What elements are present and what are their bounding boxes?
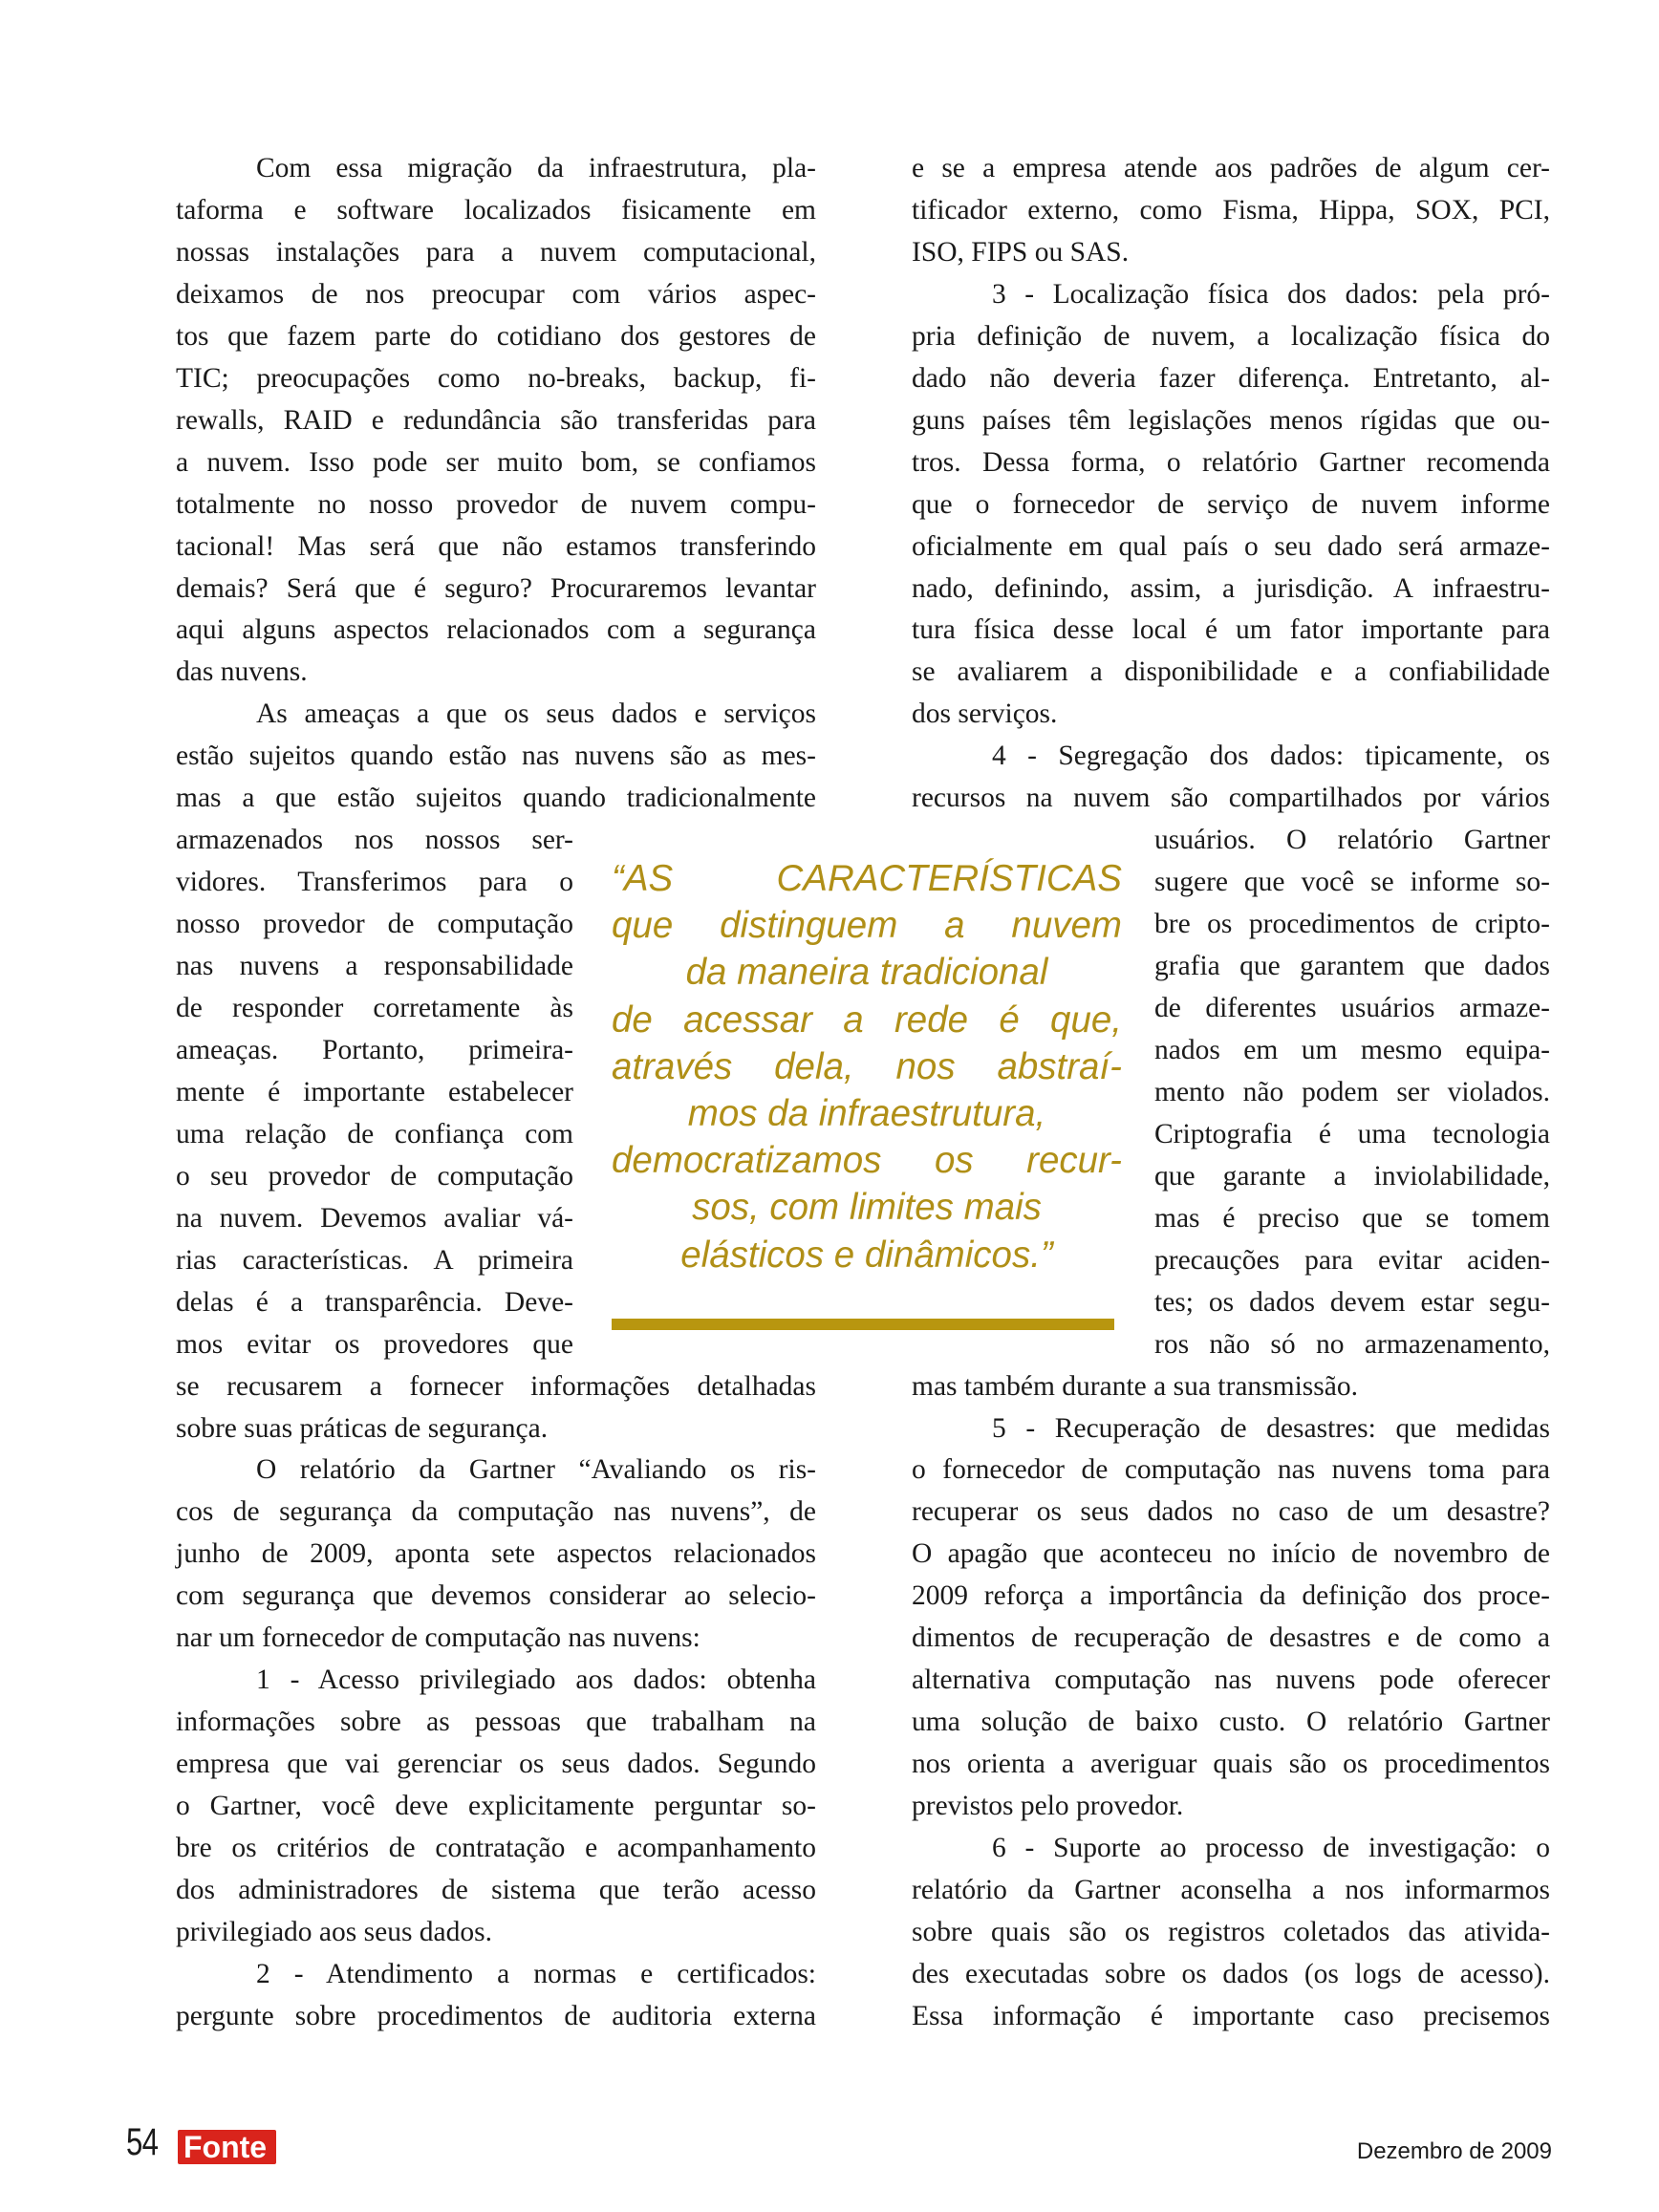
text-line: deixamos de nos preocupar com vários aspec- <box>176 278 816 310</box>
text-line: 3 - Localização física dos dados: pela pró- <box>992 278 1550 310</box>
text-line: O apagão que aconteceu no início de novembro de <box>912 1538 1550 1570</box>
text-line: a nuvem. Isso pode ser muito bom, se confiamos <box>176 446 816 478</box>
page-number: 54 <box>126 2121 159 2163</box>
text-line: pria definição de nuvem, a localização física do <box>912 320 1550 352</box>
text-line: dos administradores de sistema que terão acesso <box>176 1874 816 1905</box>
text-line: tificador externo, como Fisma, Hippa, SOX, PCI, <box>912 194 1550 225</box>
text-line: sugere que você se informe so- <box>1154 867 1550 898</box>
text-line: dimentos de recuperação de desastres e de como a <box>912 1622 1550 1654</box>
text-line: aqui alguns aspectos relacionados com a segurança <box>176 614 816 646</box>
text-line: privilegiado aos seus dados. <box>176 1916 492 1947</box>
text-line: Essa informação é importante caso precisemos <box>912 2000 1550 2031</box>
text-line: previstos pelo provedor. <box>912 1791 1184 1822</box>
text-line: junho de 2009, aponta sete aspectos relacionados <box>176 1538 816 1570</box>
issue-date: Dezembro de 2009 <box>1356 2138 1552 2164</box>
text-line: bre os critérios de contratação e acompanhamento <box>176 1833 816 1863</box>
text-line: o fornecedor de computação nas nuvens toma para <box>912 1454 1550 1486</box>
text-line: e se a empresa atende aos padrões de algum cer- <box>912 153 1550 183</box>
text-line: taforma e software localizados fisicamente em <box>176 194 816 225</box>
text-line: pergunte sobre procedimentos de auditoria externa <box>176 2000 816 2031</box>
pull-quote-line: elásticos e dinâmicos.” <box>680 1234 1053 1276</box>
text-line: dado não deveria fazer diferença. Entretanto, al- <box>912 362 1550 394</box>
text-line: Com essa migração da infraestrutura, pla- <box>256 153 816 183</box>
text-line: tura física desse local é um fator importante para <box>912 614 1550 646</box>
text-line: 5 - Recuperação de desastres: que medidas <box>992 1412 1550 1444</box>
text-line: tes; os dados devem estar segu- <box>1154 1286 1550 1318</box>
text-line: bre os procedimentos de cripto- <box>1154 909 1550 940</box>
text-line: nados em um mesmo equipa- <box>1154 1034 1550 1065</box>
text-line: sobre suas práticas de segurança. <box>176 1412 549 1444</box>
text-line: das nuvens. <box>176 656 308 688</box>
text-line: nossas instalações para a nuvem computacional, <box>176 236 816 268</box>
text-line: que o fornecedor de serviço de nuvem informe <box>912 488 1550 520</box>
text-line: mento não podem ser violados. <box>1154 1076 1550 1107</box>
text-line: ISO, FIPS ou SAS. <box>912 236 1130 268</box>
text-line: 1 - Acesso privilegiado aos dados: obtenha <box>256 1664 816 1696</box>
pull-quote-rule <box>612 1319 1114 1330</box>
text-line: TIC; preocupações como no-breaks, backup, fi- <box>176 362 816 394</box>
text-line: nos orienta a averiguar quais são os procedimentos <box>912 1749 1550 1780</box>
text-line: uma solução de baixo custo. O relatório Gartner <box>912 1707 1550 1738</box>
text-line: nado, definindo, assim, a jurisdição. A infraestru- <box>912 572 1550 604</box>
text-line: precauções para evitar aciden- <box>1154 1244 1550 1276</box>
text-line: de diferentes usuários armaze- <box>1154 993 1550 1023</box>
text-line: na nuvem. Devemos avaliar vá- <box>176 1202 573 1234</box>
text-line: de responder corretamente às <box>176 993 573 1023</box>
text-line: estão sujeitos quando estão nas nuvens são as mes- <box>176 741 816 772</box>
pull-quote-line: democratizamos os recur- <box>612 1140 1122 1182</box>
text-line: com segurança que devemos considerar ao selecio- <box>176 1580 816 1612</box>
text-line: se recusarem a fornecer informações detalhadas <box>176 1370 816 1402</box>
text-line: uma relação de confiança com <box>176 1118 573 1149</box>
text-line: tacional! Mas será que não estamos transferindo <box>176 530 816 562</box>
text-line: nar um fornecedor de computação nas nuvens: <box>176 1622 700 1654</box>
text-line: tros. Dessa forma, o relatório Gartner recomenda <box>912 446 1550 478</box>
text-line: rias características. A primeira <box>176 1244 573 1276</box>
text-line: guns países têm legislações menos rígidas que ou- <box>912 404 1550 436</box>
pull-quote-line: mos da infraestrutura, <box>687 1093 1046 1134</box>
text-line: vidores. Transferimos para o <box>176 867 573 898</box>
text-line: tos que fazem parte do cotidiano dos gestores de <box>176 320 816 352</box>
pull-quote-line: através dela, nos abstraí- <box>612 1045 1122 1087</box>
pull-quote-line: “AS CARACTERÍSTICAS <box>612 858 1122 899</box>
pull-quote-line: sos, com limites mais <box>692 1187 1042 1229</box>
text-line: 2009 reforça a importância da definição dos proce- <box>912 1580 1550 1612</box>
text-line: recuperar os seus dados no caso de um desastre? <box>912 1496 1550 1528</box>
text-line: Criptografia é uma tecnologia <box>1154 1118 1550 1149</box>
text-line: alternativa computação nas nuvens pode oferecer <box>912 1664 1550 1696</box>
text-line: des executadas sobre os dados (os logs de acesso). <box>912 1958 1550 1989</box>
text-line: o Gartner, você deve explicitamente perguntar so- <box>176 1791 816 1822</box>
text-line: mas a que estão sujeitos quando tradicionalmente <box>176 783 816 814</box>
text-line: sobre quais são os registros coletados das ativida- <box>912 1916 1550 1947</box>
text-line: mente é importante estabelecer <box>176 1076 573 1107</box>
text-line: rewalls, RAID e redundância são transferidas para <box>176 404 816 436</box>
text-line: 4 - Segregação dos dados: tipicamente, os <box>992 741 1550 772</box>
text-line: dos serviços. <box>912 698 1058 730</box>
text-line: ameaças. Portanto, primeira- <box>176 1034 573 1065</box>
text-line: o seu provedor de computação <box>176 1160 573 1192</box>
text-line: informações sobre as pessoas que trabalham na <box>176 1707 816 1738</box>
brand-logo: Fonte <box>178 2130 276 2164</box>
pull-quote-line: de acessar a rede é que, <box>612 999 1122 1041</box>
text-line: totalmente no nosso provedor de nuvem compu- <box>176 488 816 520</box>
text-line: delas é a transparência. Deve- <box>176 1286 573 1318</box>
text-line: oficialmente em qual país o seu dado será armaze- <box>912 530 1550 562</box>
text-line: empresa que vai gerenciar os seus dados. Segundo <box>176 1749 816 1780</box>
text-line: mas também durante a sua transmissão. <box>912 1370 1358 1402</box>
text-line: usuários. O relatório Gartner <box>1154 825 1550 856</box>
text-line: mos evitar os provedores que <box>176 1328 573 1360</box>
text-line: que garante a inviolabilidade, <box>1154 1160 1550 1192</box>
text-line: 2 - Atendimento a normas e certificados: <box>256 1958 816 1989</box>
text-line: ros não só no armazenamento, <box>1154 1328 1550 1360</box>
text-line: grafia que garantem que dados <box>1154 951 1550 982</box>
text-line: relatório da Gartner aconselha a nos informarmos <box>912 1874 1550 1905</box>
pull-quote-line: que distinguem a nuvem <box>612 905 1122 947</box>
text-line: O relatório da Gartner “Avaliando os ris- <box>256 1454 816 1486</box>
text-line: cos de segurança da computação nas nuvens”, de <box>176 1496 816 1528</box>
text-line: mas é preciso que se tomem <box>1154 1202 1550 1234</box>
text-line: se avaliarem a disponibilidade e a confiabilidade <box>912 656 1550 688</box>
pull-quote-line: da maneira tradicional <box>685 952 1048 994</box>
text-line: recursos na nuvem são compartilhados por vários <box>912 783 1550 814</box>
text-line: As ameaças a que os seus dados e serviços <box>256 698 816 730</box>
text-line: nosso provedor de computação <box>176 909 573 940</box>
text-line: demais? Será que é seguro? Procuraremos levantar <box>176 572 816 604</box>
text-line: 6 - Suporte ao processo de investigação: o <box>992 1833 1550 1863</box>
text-line: armazenados nos nossos ser- <box>176 825 573 856</box>
text-line: nas nuvens a responsabilidade <box>176 951 573 982</box>
